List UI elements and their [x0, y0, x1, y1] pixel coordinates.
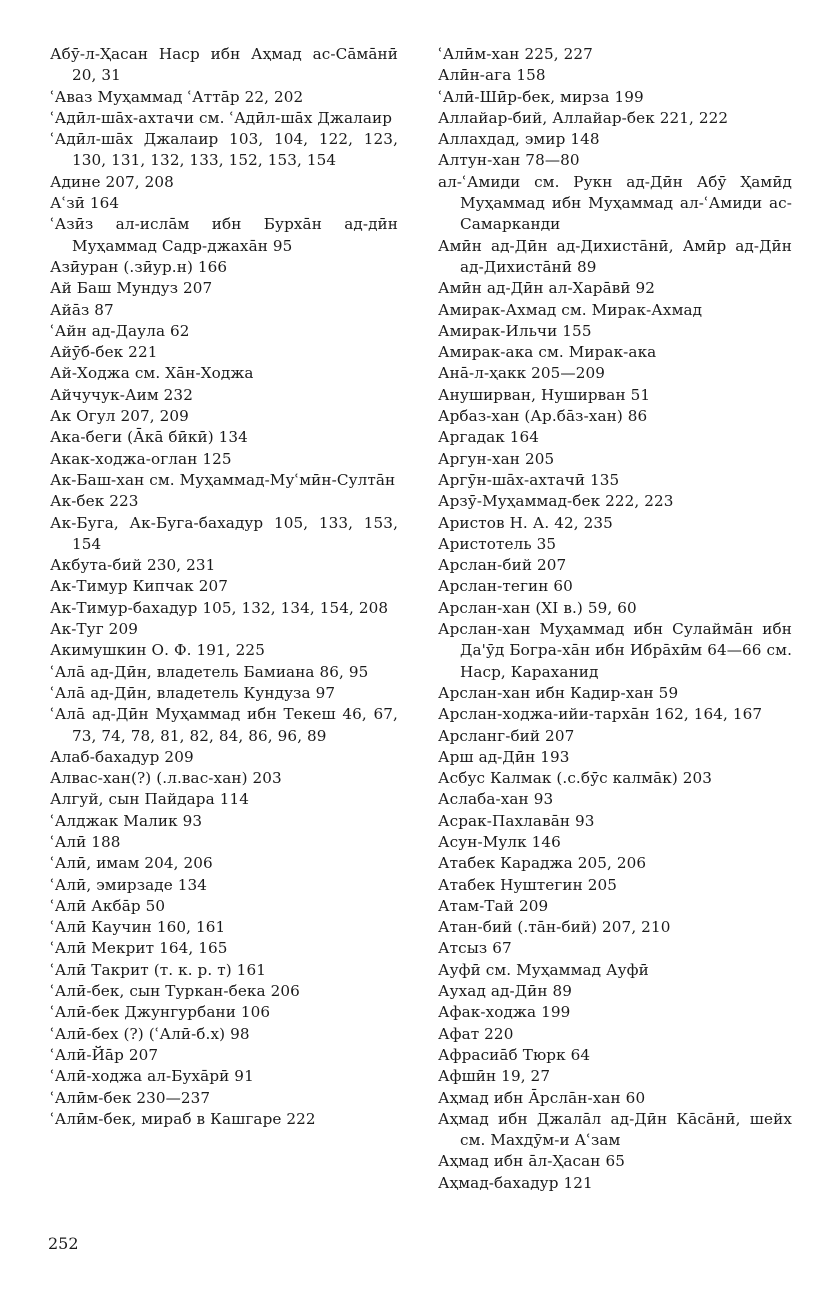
index-entry: Ануширван, Нуширван 51 — [438, 385, 651, 404]
index-entry: ʿАдӣл-ша̄х-ахтачи см. ʿАдӣл-ша̄х Джалаир — [50, 108, 393, 127]
index-entry: Атсыз 67 — [438, 939, 512, 958]
index-entry: ʿАлӣм-бек 230—237 — [50, 1088, 211, 1107]
index-entry: Акак-ходжа-оглан 125 — [50, 449, 232, 468]
index-entry: Амӣн ад-Дӣн ад-Дихиста̄нӣ, Амӣр ад-Дӣн ад-Дихиста̄нӣ 89 — [438, 236, 792, 276]
index-entry: Аʿзӣ 164 — [50, 194, 120, 213]
index-entry: Ак-Баш-хан см. Муҳаммад-Муʿмӣн-Султа̄н — [50, 470, 396, 489]
index-entry: Алгуй, сын Пайдара 114 — [50, 790, 249, 809]
index-entry: Атам-Тай 209 — [438, 896, 549, 915]
index-entry: ʿАлӣ, эмирзаде 134 — [50, 875, 208, 894]
index-entry: ʿАлӣ Каучин 160, 161 — [50, 918, 226, 937]
index-entry: ʿАлӣ-бек, сын Туркан-бека 206 — [50, 982, 300, 1001]
index-entry: ʿАлджак Малик 93 — [50, 811, 203, 830]
index-entry: Арслан-хан (XI в.) 59, 60 — [438, 598, 637, 617]
index-entry: Аҳмад ибн а̄л-Ҳасан 65 — [438, 1152, 625, 1171]
index-entry: ʿАла̄ ад-Дӣн Муҳаммад ибн Текеш 46, 67, 73, 74, 78, 81, 82, 84, 86, 96, 89 — [50, 705, 398, 745]
index-entry: Афшӣн 19, 27 — [438, 1067, 551, 1086]
index-entry: ʿАлӣ-ходжа ал-Буха̄рӣ 91 — [50, 1067, 254, 1086]
index-entry: ʿАлӣ-Шӣр-бек, мирза 199 — [438, 87, 644, 106]
index-entry: Ай Баш Мундуз 207 — [50, 279, 213, 298]
index-entry: ʿАла̄ ад-Дӣн, владетель Бамиана 86, 95 — [50, 662, 369, 681]
index-entry: Акимушкин О. Ф. 191, 225 — [50, 641, 265, 660]
index-entry: ал-ʿАмиди см. Рукн ад-Дӣн Абӯ Ҳамӣд Муҳаммад ибн Муҳаммад ал-ʿАмиди ас-Самарканди — [438, 172, 792, 234]
index-entry: Афак-ходжа 199 — [438, 1003, 571, 1022]
index-entry: Арш ад-Дӣн 193 — [438, 747, 570, 766]
page-number: 252 — [48, 1234, 79, 1253]
index-entry: Ак-Тимур-бахадур 105, 132, 134, 154, 208 — [50, 598, 389, 617]
index-entry: Ай-Ходжа см. Ха̄н-Ходжа — [50, 364, 254, 383]
index-entry: Аргадак 164 — [438, 428, 540, 447]
index-entry: Амӣн ад-Дӣн ал-Хара̄вӣ 92 — [438, 279, 656, 298]
index-entry: Арсланг-бий 207 — [438, 726, 575, 745]
index-entry: Аҳмад ибн Джала̄л ад-Дӣн Ка̄са̄нӣ, шейх см. Махдӯм-и Аʿзам — [438, 1109, 792, 1150]
index-entry: Акбута-бий 230, 231 — [50, 556, 216, 575]
index-column-left — [50, 44, 398, 1130]
index-entry: Ак-бек 223 — [50, 492, 139, 511]
index-entry: ʿАзӣз ал-исла̄м ибн Бурха̄н ад-дӣн Муҳаммад Садр-джаха̄н 95 — [50, 215, 398, 255]
index-entry: Алаб-бахадур 209 — [50, 747, 194, 766]
index-entry: ʿАлӣ Такрит (т. к. р. т) 161 — [50, 960, 266, 979]
index-entry: ʿАлӣ-Йа̄р 207 — [50, 1045, 159, 1064]
index-entry: Амирак-ака см. Мирак-ака — [438, 343, 657, 362]
index-entry: Афрасиа̄б Тюрк 64 — [438, 1045, 591, 1064]
index-entry: Ак-Буга, Ак-Буга-бахадур 105, 133, 153, 154 — [50, 513, 398, 553]
index-entry: Аристотель 35 — [438, 534, 557, 553]
index-column-right — [438, 44, 792, 1194]
index-entry: ʿАлӣ-бех (?) (ʿАлӣ-б.х) 98 — [50, 1024, 250, 1043]
index-entry: ʿАдӣл-ша̄х Джалаир 103, 104, 122, 123, 130, 131, 132, 133, 152, 153, 154 — [50, 130, 398, 170]
index-entry: Атан-бий (.та̄н-бий) 207, 210 — [438, 918, 671, 937]
index-entry: Аҳмад ибн А̄рсла̄н-хан 60 — [438, 1088, 646, 1107]
index-entry: Алвас-хан(?) (.л.вас-хан) 203 — [50, 769, 282, 788]
index-entry: ʿАла̄ ад-Дӣн, владетель Кундуза 97 — [50, 683, 336, 702]
index-entry: Афат 220 — [438, 1024, 514, 1043]
index-entry: Аргун-хан 205 — [438, 449, 555, 468]
index-entry: Алтун-хан 78—80 — [438, 151, 580, 170]
index-entry: ʿАлӣ 188 — [50, 832, 121, 851]
index-entry: Амирак-Ахмад см. Мирак-Ахмад — [438, 300, 703, 319]
index-entry: Арслан-хан ибн Кадир-хан 59 — [438, 683, 679, 702]
index-entry: Айӯб-бек 221 — [50, 343, 158, 362]
index-entry: Айа̄з 87 — [50, 300, 114, 319]
index-entry: Айчучук-Аим 232 — [50, 385, 193, 404]
index-entry: Асун-Мулк 146 — [438, 832, 561, 851]
index-entry: Атабек Караджа 205, 206 — [438, 854, 647, 873]
index-entry: Асрак-Пахлава̄н 93 — [438, 811, 595, 830]
index-entry: Аргӯн-ша̄х-ахтачӣ 135 — [438, 470, 620, 489]
index-entry: Амирак-Ильчи 155 — [438, 321, 592, 340]
index-entry: Аухад ад-Дӣн 89 — [438, 982, 573, 1001]
index-entry: Арслан-ходжа-ийи-тарха̄н 162, 164, 167 — [438, 705, 763, 724]
index-entry: Абӯ-л-Ҳасан Наср ибн Аҳмад ас-Са̄ма̄нӣ 20, 31 — [50, 45, 398, 85]
index-entry: Арслан-тегин 60 — [438, 577, 573, 596]
index-entry: Арслан-бий 207 — [438, 556, 567, 575]
index-entry: Аристов Н. А. 42, 235 — [438, 513, 613, 532]
index-entry: Арбаз-хан (Ар.ба̄з-хан) 86 — [438, 407, 648, 426]
index-entry: Алӣн-ага 158 — [438, 66, 546, 85]
index-entry: Аллайар-бий, Аллайар-бек 221, 222 — [438, 108, 729, 127]
index-entry: Ак-Тимур Кипчак 207 — [50, 577, 228, 596]
index-entry: Ана̄-л-ҳакк 205—209 — [438, 364, 605, 383]
index-entry: Аллахдад, эмир 148 — [438, 130, 600, 149]
index-entry: Арзӯ-Муҳаммад-бек 222, 223 — [438, 492, 674, 511]
index-entry: Аҳмад-бахадур 121 — [438, 1173, 593, 1192]
index-entry: ʿАлӣм-бек, мираб в Кашгаре 222 — [50, 1109, 316, 1128]
index-entry: Адине 207, 208 — [50, 172, 174, 191]
index-entry: Арслан-хан Муҳаммад ибн Сулайма̄н ибн Да'ӯд Богра-ха̄н ибн Ибра̄хӣм 64—66 см. Наср, Караханид — [438, 620, 792, 681]
index-entry: Ака-беги (А̄ка̄ бӣкӣ) 134 — [50, 428, 248, 447]
index-entry: Ак-Туг 209 — [50, 620, 138, 639]
index-entry: ʿАлӣм-хан 225, 227 — [438, 45, 593, 63]
index-entry: Ауфӣ см. Муҳаммад Ауфӣ — [438, 960, 649, 979]
index-entry: Азӣуран (.зӣур.н) 166 — [50, 257, 228, 276]
index-entry: ʿАлӣ, имам 204, 206 — [50, 854, 213, 873]
index-entry: ʿАваз Муҳаммад ʿАтта̄р 22, 202 — [50, 87, 304, 106]
index-entry: ʿАлӣ Акба̄р 50 — [50, 896, 166, 915]
index-entry: ʿАйн ад-Даула 62 — [50, 321, 190, 340]
index-entry: ʿАлӣ Мекрит 164, 165 — [50, 939, 228, 958]
index-entry: ʿАлӣ-бек Джунгурбани 106 — [50, 1003, 271, 1022]
index-entry: Атабек Нуштегин 205 — [438, 875, 618, 894]
index-entry: Ак Огул 207, 209 — [50, 407, 189, 426]
index-entry: Аслаба-хан 93 — [438, 790, 554, 809]
index-entry: Асбус Калмак (.с.бӯс калма̄к) 203 — [438, 769, 713, 788]
